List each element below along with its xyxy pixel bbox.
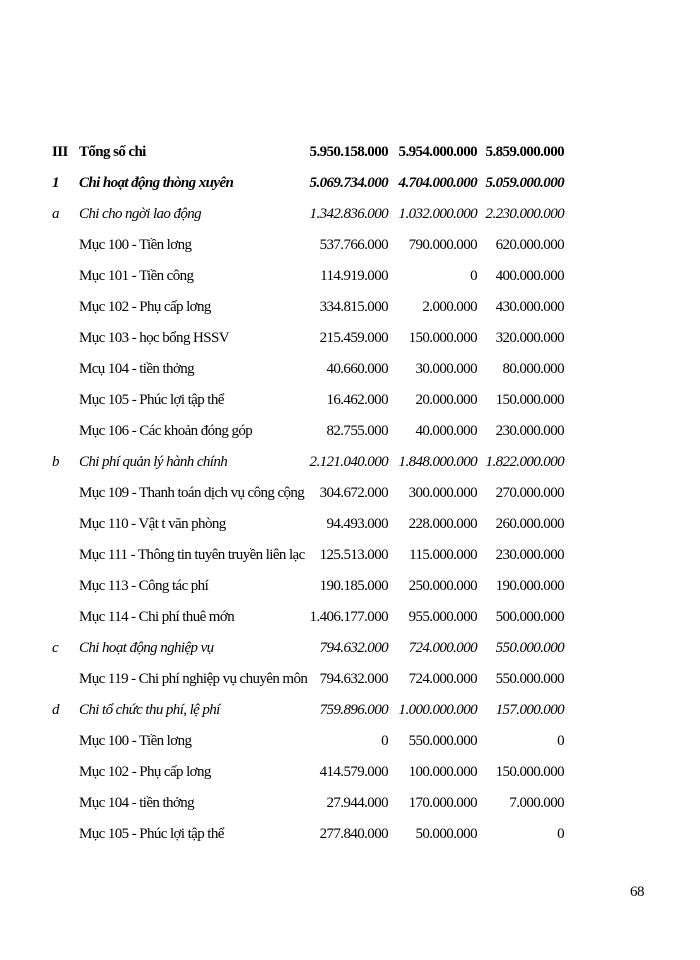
- table-row: [52, 230, 572, 261]
- row-index: c: [52, 640, 59, 656]
- row-label: Mục 100 - Tiền lơng: [79, 237, 192, 253]
- value-col-3: 230.000.000: [495, 423, 564, 439]
- row-label: Chi hoạt động nghiệp vụ: [79, 640, 214, 656]
- table-row: [52, 261, 572, 292]
- table-row: [52, 168, 572, 199]
- row-label: Chi tổ chức thu phí, lệ phí: [79, 702, 220, 718]
- row-label: Chi cho ngời lao động: [79, 206, 202, 222]
- value-col-2: 170.000.000: [408, 795, 477, 811]
- value-col-1: 277.840.000: [319, 826, 388, 842]
- budget-table: [52, 137, 572, 850]
- value-col-1: 759.896.000: [319, 702, 388, 718]
- table-row: [52, 354, 572, 385]
- value-col-3: 550.000.000: [495, 640, 564, 656]
- row-label: Tổng số chi: [79, 144, 146, 160]
- value-col-2: 724.000.000: [408, 640, 477, 656]
- row-index: a: [52, 206, 59, 222]
- value-col-3: 150.000.000: [495, 764, 564, 780]
- value-col-2: 115.000.000: [409, 547, 477, 563]
- table-row: [52, 478, 572, 509]
- value-col-1: 16.462.000: [326, 392, 388, 408]
- row-label: Mục 106 - Các khoản đóng góp: [79, 423, 253, 439]
- value-col-3: 5.859.000.000: [485, 144, 564, 160]
- value-col-1: 1.342.836.000: [309, 206, 388, 222]
- value-col-1: 334.815.000: [319, 299, 388, 315]
- value-col-1: 1.406.177.000: [309, 609, 388, 625]
- row-label: Mục 119 - Chi phí nghiệp vụ chuyên môn: [79, 671, 308, 687]
- table-row: [52, 664, 572, 695]
- table-row: [52, 788, 572, 819]
- row-label: Mục 114 - Chi phí thuê mớn: [79, 609, 235, 625]
- value-col-1: 304.672.000: [319, 485, 388, 501]
- value-col-3: 190.000.000: [495, 578, 564, 594]
- value-col-1: 794.632.000: [319, 671, 388, 687]
- value-col-1: 94.493.000: [326, 516, 388, 532]
- table-row: [52, 323, 572, 354]
- value-col-2: 0: [470, 268, 477, 284]
- value-col-2: 100.000.000: [408, 764, 477, 780]
- value-col-2: 790.000.000: [408, 237, 477, 253]
- value-col-1: 27.944.000: [326, 795, 388, 811]
- page-number: 68: [630, 884, 644, 900]
- value-col-3: 230.000.000: [495, 547, 564, 563]
- value-col-3: 80.000.000: [502, 361, 564, 377]
- value-col-3: 0: [557, 733, 564, 749]
- row-label: Mục 100 - Tiền lơng: [79, 733, 192, 749]
- row-index: III: [52, 144, 68, 160]
- value-col-3: 550.000.000: [495, 671, 564, 687]
- row-label: Mục 102 - Phụ cấp lơng: [79, 299, 211, 315]
- value-col-1: 5.950.158.000: [309, 144, 388, 160]
- value-col-1: 794.632.000: [319, 640, 388, 656]
- value-col-3: 400.000.000: [495, 268, 564, 284]
- row-label: Mục 105 - Phúc lợi tập thể: [79, 826, 224, 842]
- row-label: Mục 111 - Thông tin tuyên truyền liên lạc: [79, 547, 305, 563]
- table-row: [52, 292, 572, 323]
- value-col-3: 430.000.000: [495, 299, 564, 315]
- value-col-1: 0: [381, 733, 388, 749]
- value-col-1: 5.069.734.000: [309, 175, 388, 191]
- value-col-2: 550.000.000: [408, 733, 477, 749]
- row-index: 1: [52, 175, 59, 191]
- value-col-1: 537.766.000: [319, 237, 388, 253]
- value-col-1: 125.513.000: [319, 547, 388, 563]
- table-row: [52, 385, 572, 416]
- row-label: Mục 102 - Phụ cấp lơng: [79, 764, 211, 780]
- value-col-2: 228.000.000: [408, 516, 477, 532]
- table-row: [52, 416, 572, 447]
- row-label: Chi phí quản lý hành chính: [79, 454, 228, 470]
- value-col-2: 1.032.000.000: [398, 206, 477, 222]
- table-row: [52, 819, 572, 850]
- value-col-1: 190.185.000: [319, 578, 388, 594]
- value-col-2: 2.000.000: [422, 299, 477, 315]
- table-row: [52, 447, 572, 478]
- table-row: [52, 695, 572, 726]
- value-col-2: 1.000.000.000: [398, 702, 477, 718]
- table-row: [52, 633, 572, 664]
- table-row: [52, 726, 572, 757]
- value-col-2: 4.704.000.000: [398, 175, 477, 191]
- value-col-2: 300.000.000: [408, 485, 477, 501]
- value-col-3: 500.000.000: [495, 609, 564, 625]
- table-row: [52, 540, 572, 571]
- row-label: Chi hoạt động thòng xuyên: [79, 175, 234, 191]
- row-label: Mục 109 - Thanh toán dịch vụ công cộng: [79, 485, 305, 501]
- value-col-3: 1.822.000.000: [485, 454, 564, 470]
- row-label: Mục 101 - Tiền công: [79, 268, 194, 284]
- value-col-1: 40.660.000: [326, 361, 388, 377]
- table-row: [52, 571, 572, 602]
- value-col-2: 20.000.000: [415, 392, 477, 408]
- value-col-3: 157.000.000: [495, 702, 564, 718]
- table-row: [52, 199, 572, 230]
- value-col-3: 0: [557, 826, 564, 842]
- value-col-3: 2.230.000.000: [485, 206, 564, 222]
- value-col-3: 5.059.000.000: [485, 175, 564, 191]
- value-col-2: 50.000.000: [415, 826, 477, 842]
- value-col-2: 250.000.000: [408, 578, 477, 594]
- value-col-2: 5.954.000.000: [398, 144, 477, 160]
- row-label: Mục 104 - tiền thởng: [79, 795, 195, 811]
- value-col-2: 955.000.000: [408, 609, 477, 625]
- row-label: Mục 110 - Vật t văn phòng: [79, 516, 226, 532]
- row-label: Mục 105 - Phúc lợi tập thể: [79, 392, 224, 408]
- value-col-2: 1.848.000.000: [398, 454, 477, 470]
- value-col-3: 270.000.000: [495, 485, 564, 501]
- table-row: [52, 509, 572, 540]
- value-col-2: 40.000.000: [415, 423, 477, 439]
- value-col-3: 620.000.000: [495, 237, 564, 253]
- row-index: d: [52, 702, 59, 718]
- value-col-3: 320.000.000: [495, 330, 564, 346]
- table-row: [52, 757, 572, 788]
- row-label: Mcụ 104 - tiền thởng: [79, 361, 195, 377]
- row-label: Mục 103 - học bổng HSSV: [79, 330, 229, 346]
- value-col-1: 2.121.040.000: [309, 454, 388, 470]
- value-col-3: 260.000.000: [495, 516, 564, 532]
- table-row: [52, 137, 572, 168]
- value-col-2: 30.000.000: [415, 361, 477, 377]
- value-col-1: 215.459.000: [319, 330, 388, 346]
- row-label: Mục 113 - Công tác phí: [79, 578, 209, 594]
- value-col-1: 82.755.000: [326, 423, 388, 439]
- value-col-3: 150.000.000: [495, 392, 564, 408]
- value-col-1: 414.579.000: [319, 764, 388, 780]
- value-col-2: 724.000.000: [408, 671, 477, 687]
- value-col-3: 7.000.000: [509, 795, 564, 811]
- value-col-2: 150.000.000: [408, 330, 477, 346]
- row-index: b: [52, 454, 59, 470]
- table-row: [52, 602, 572, 633]
- value-col-1: 114.919.000: [320, 268, 388, 284]
